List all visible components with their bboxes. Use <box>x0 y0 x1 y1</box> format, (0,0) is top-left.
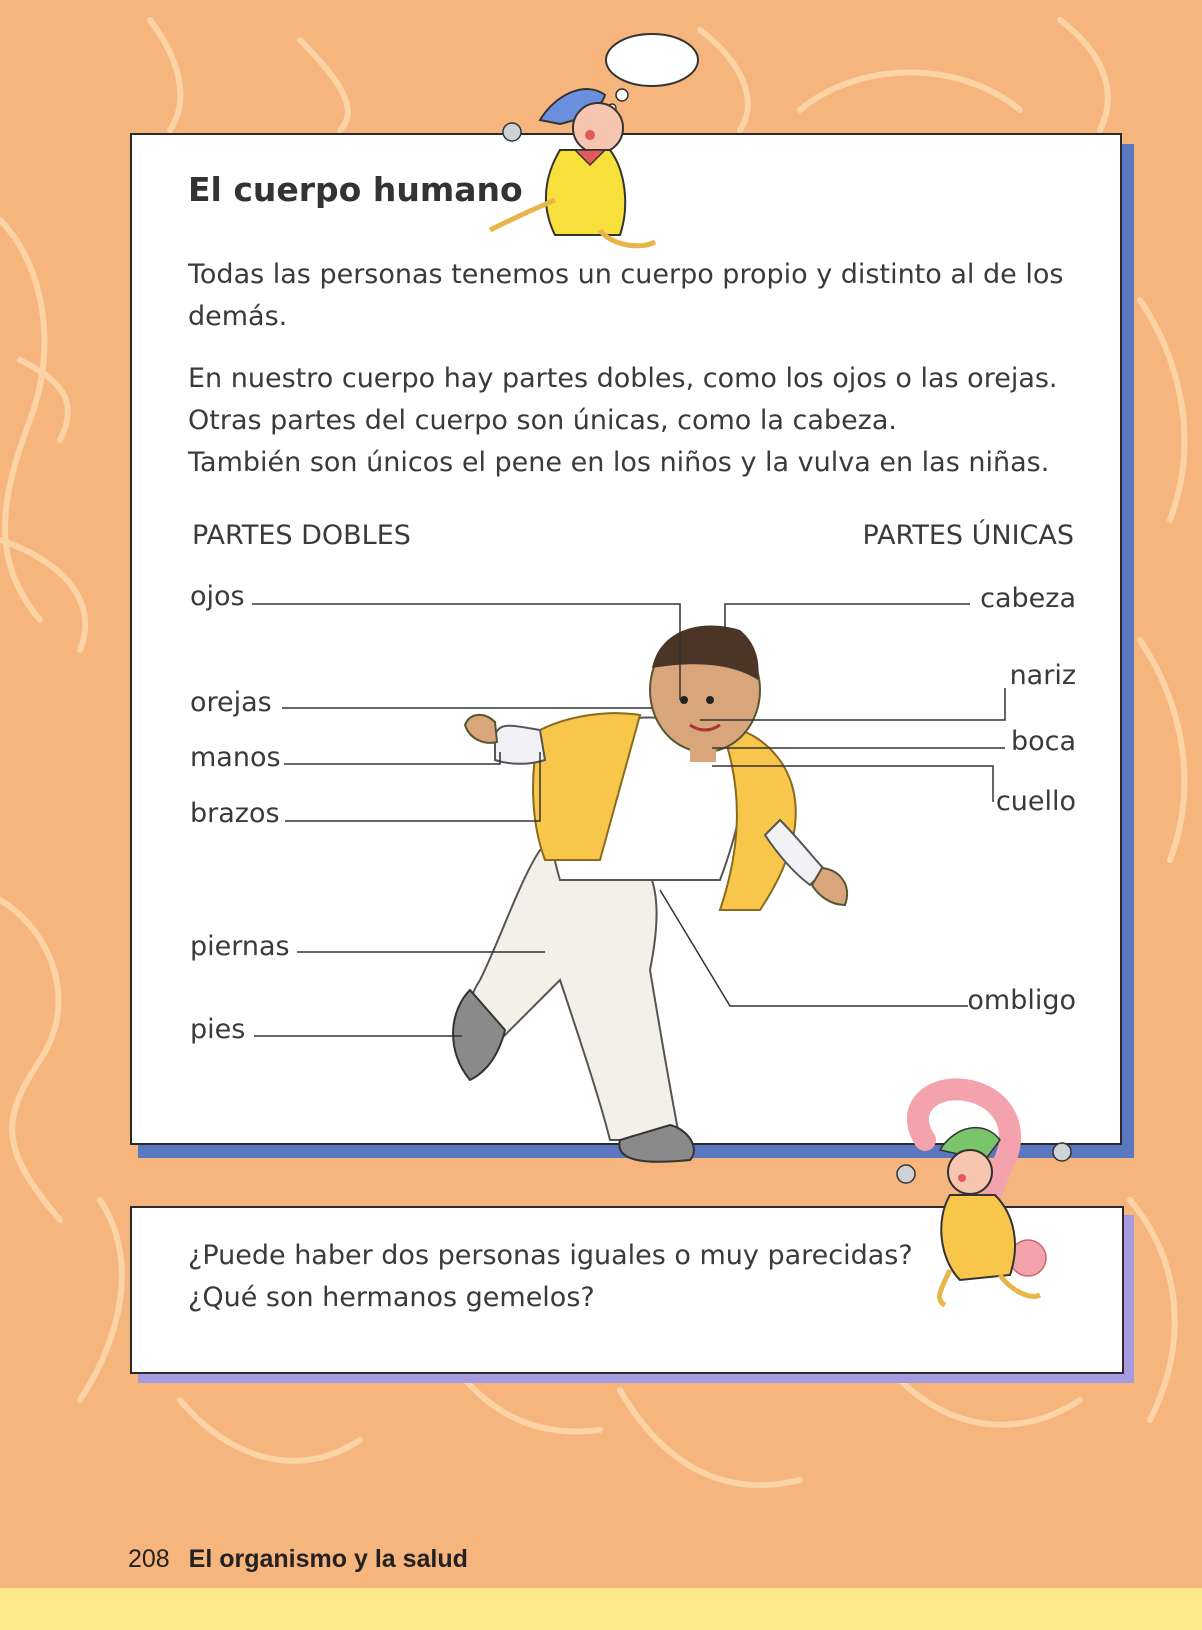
label-piernas: piernas <box>190 931 290 962</box>
label-cuello: cuello <box>995 786 1076 817</box>
lesson-title: El cuerpo humano <box>188 170 523 209</box>
paragraph-1-line-2: demás. <box>188 301 288 332</box>
paragraph-2-line-2: Otras partes del cuerpo son únicas, como la cabeza. <box>188 405 897 436</box>
label-ombligo: ombligo <box>967 985 1076 1016</box>
page-number: 208 <box>128 1545 170 1573</box>
label-brazos: brazos <box>190 798 280 829</box>
label-orejas: orejas <box>190 687 272 718</box>
paragraph-2-line-1: En nuestro cuerpo hay partes dobles, como los ojos o las orejas. <box>188 363 1058 394</box>
paragraph-2-line-3: También son únicos el pene en los niños y la vulva en las niñas. <box>188 447 1050 478</box>
label-cabeza: cabeza <box>980 583 1076 614</box>
heading-partes-dobles: PARTES DOBLES <box>192 520 411 551</box>
paragraph-1-line-1: Todas las personas tenemos un cuerpo propio y distinto al de los <box>188 259 1064 290</box>
page-footer <box>128 1545 468 1574</box>
label-pies: pies <box>190 1014 246 1045</box>
question-2: ¿Qué son hermanos gemelos? <box>188 1282 595 1313</box>
label-manos: manos <box>190 742 281 773</box>
heading-partes-unicas: PARTES ÚNICAS <box>862 520 1074 551</box>
question-1: ¿Puede haber dos personas iguales o muy parecidas? <box>188 1240 913 1271</box>
section-title: El organismo y la salud <box>188 1545 468 1573</box>
label-ojos: ojos <box>190 581 245 612</box>
label-boca: boca <box>1010 726 1076 757</box>
label-nariz: nariz <box>1009 660 1076 691</box>
